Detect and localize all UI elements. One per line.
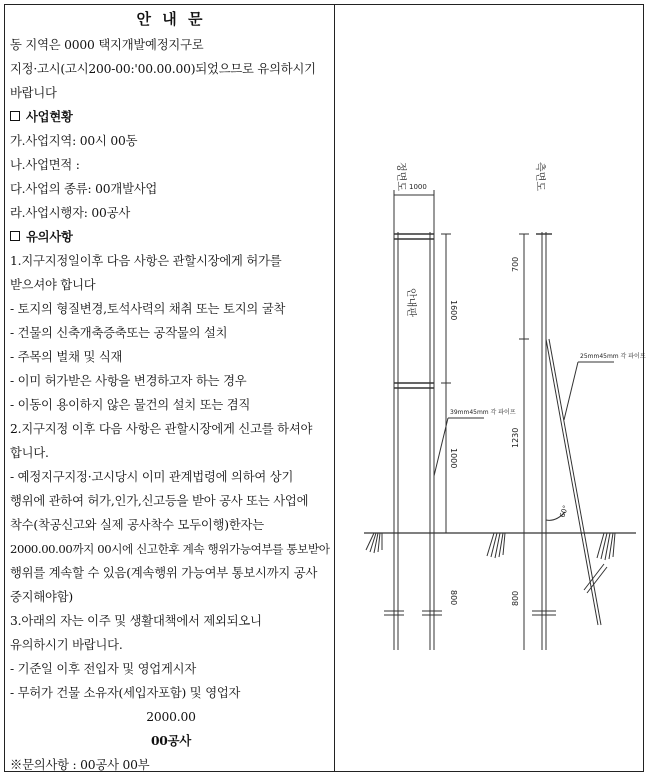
ground-hatch bbox=[366, 533, 382, 553]
lower-dimension: 1000 bbox=[449, 448, 458, 469]
note-line: - 이미 허가받은 사항을 변경하고자 하는 경우 bbox=[10, 374, 247, 388]
section-heading-text: 유의사항 bbox=[26, 229, 73, 244]
note-line: 1.지구지정일이후 다음 사항은 관할시장에게 허가를 bbox=[10, 254, 282, 268]
diagonal-brace bbox=[549, 339, 601, 625]
note-line: 착수(착공신고와 실제 공사착수 모두이행)한자는 bbox=[10, 518, 264, 532]
leader-line bbox=[564, 362, 578, 420]
buried-dimension: 800 bbox=[449, 590, 458, 606]
note-line: - 이동이 용이하지 않은 물건의 설치 또는 겸직 bbox=[10, 398, 251, 412]
note-line: 행위를 계속할 수 있음(계속행위 가능여부 통보시까지 공사 bbox=[10, 566, 318, 580]
note-line: - 건물의 신축개축증축또는 공작물의 설치 bbox=[10, 326, 228, 340]
note-line: 2.지구지정 이후 다음 사항은 관할시장에게 신고를 하셔야 bbox=[10, 422, 313, 436]
ground-hatch bbox=[487, 533, 505, 558]
ground-hatch bbox=[597, 533, 615, 560]
note-line: 2000.00.00까지 00시에 신고한후 계속 행위가능여부를 통보받아 bbox=[10, 542, 330, 556]
note-line: 받으셔야 합니다 bbox=[10, 278, 96, 292]
note-line: 3.아래의 자는 이주 및 생활대책에서 제외되오니 bbox=[10, 614, 262, 628]
project-line: 가.사업지역: 00시 00동 bbox=[10, 134, 138, 148]
pipe-spec: 39mm45mm 각 파이프 bbox=[450, 409, 516, 416]
note-line: - 예정지구지정·고시당시 이미 관계법령에 의하여 상기 bbox=[10, 470, 294, 484]
note-line: 행위에 관하여 허가,인가,신고등을 받아 공사 또는 사업에 bbox=[10, 494, 309, 508]
width-dimension: 1000 bbox=[409, 183, 427, 191]
note-line: 합니다. bbox=[10, 446, 49, 460]
intro-line: 지정·고시(고시200-00:'00.00.00)되었으므로 유의하시기 bbox=[10, 62, 316, 76]
intro-line: 바랍니다 bbox=[10, 86, 57, 100]
notice-title: 안 내 문 bbox=[136, 10, 206, 28]
intro-line: 동 지역은 0000 택지개발예정지구로 bbox=[10, 38, 204, 52]
note-line: - 무허가 건물 소유자(세입자포함) 및 영업자 bbox=[10, 686, 241, 700]
project-line: 라.사업시행자: 00공사 bbox=[10, 206, 131, 220]
side-mid-dimension: 1230 bbox=[511, 427, 520, 448]
board-height-dimension: 1600 bbox=[449, 300, 458, 321]
notice-issuer: 00공사 bbox=[150, 733, 192, 748]
note-line: - 기준일 이후 전입자 및 영업게시자 bbox=[10, 662, 197, 676]
project-line: 나.사업면적 : bbox=[10, 158, 80, 172]
project-line: 다.사업의 종류: 00개발사업 bbox=[10, 182, 158, 196]
note-line: 중지해야함) bbox=[10, 590, 73, 604]
brace-spec: 25mm45mm 각 파이프 bbox=[580, 353, 646, 360]
front-view-label: 정면도 bbox=[395, 162, 406, 191]
section-heading-text: 사업현황 bbox=[26, 109, 73, 124]
contact-line: ※문의사항 : 00공사 00부 bbox=[10, 758, 150, 772]
note-line: - 토지의 형질변경,토석사력의 채취 또는 토지의 굴착 bbox=[10, 302, 286, 316]
notice-date: 2000.00 bbox=[146, 710, 196, 724]
side-top-dimension: 700 bbox=[511, 256, 520, 272]
angle-label: 60° bbox=[558, 504, 571, 519]
side-view-label: 측면도 bbox=[534, 162, 545, 191]
board-text: 안내판 bbox=[405, 288, 416, 317]
note-line: 유의하시기 바랍니다. bbox=[10, 638, 123, 652]
side-low-dimension: 800 bbox=[511, 590, 520, 606]
note-line: - 주목의 벌채 및 식재 bbox=[10, 350, 123, 364]
